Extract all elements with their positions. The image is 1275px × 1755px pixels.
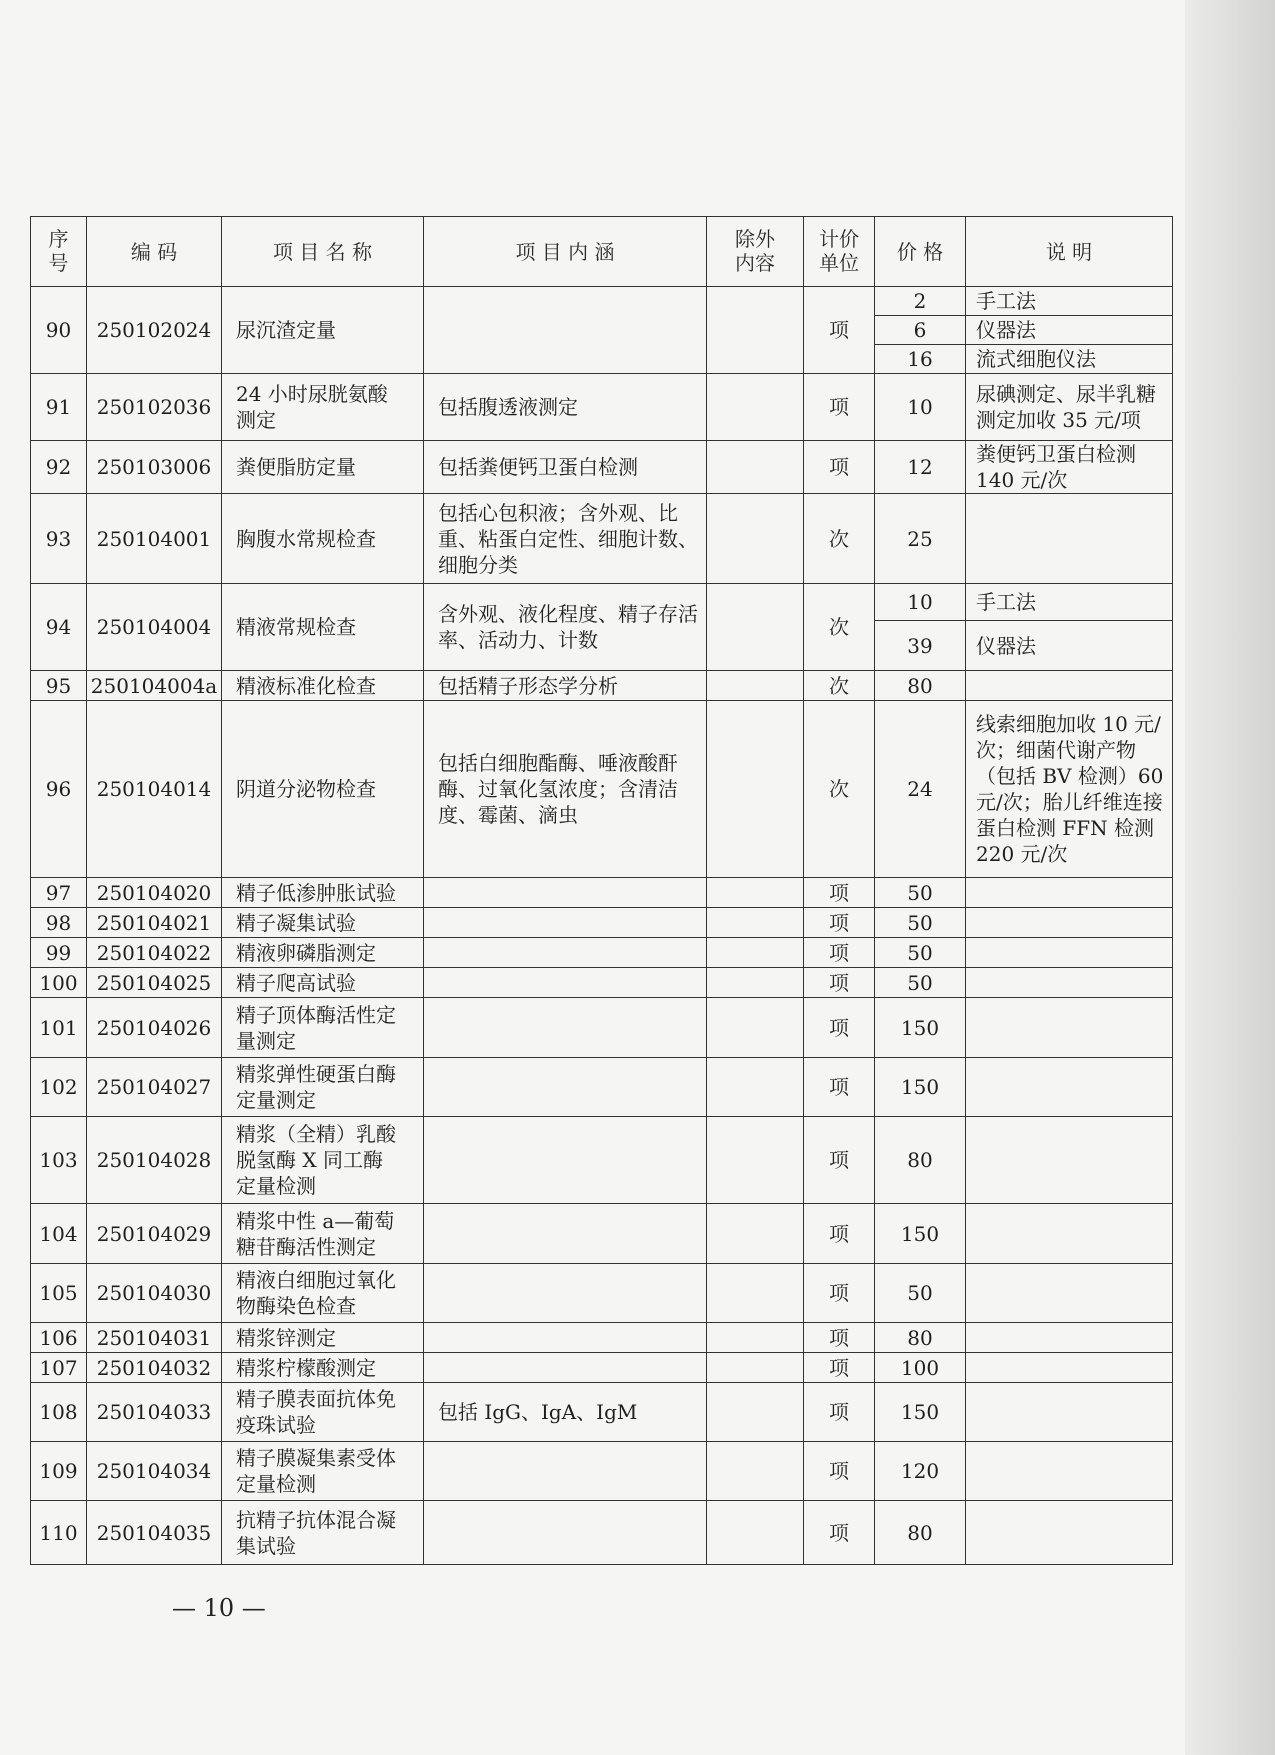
note-cell: 尿碘测定、尿半乳糖测定加收 35 元/项 [966,374,1173,441]
item-name-cell: 精浆中性 a—葡萄糖苷酶活性测定 [222,1204,424,1264]
price-cell: 100 [875,1353,966,1383]
exclusion-cell [707,1353,804,1383]
exclusion-cell [707,998,804,1058]
code-cell: 250104030 [87,1264,222,1323]
table-row [31,1501,1173,1565]
price-cell: 12 [875,441,966,494]
exclusion-cell [707,701,804,878]
seq-cell: 98 [31,908,87,938]
header-row [31,217,1173,287]
unit-cell: 次 [804,671,875,701]
code-cell: 250104004 [87,584,222,671]
exclusion-cell [707,441,804,494]
content-cell [424,998,707,1058]
item-name-cell: 精液标准化检查 [222,671,424,701]
note-cell [966,671,1173,701]
unit-cell: 项 [804,968,875,998]
price-cell: 80 [875,671,966,701]
code-cell: 250104021 [87,908,222,938]
content-cell [424,878,707,908]
note-cell [966,1117,1173,1204]
code-cell: 250104034 [87,1442,222,1501]
price-cell: 16 [875,345,966,374]
note-cell: 线索细胞加收 10 元/次；细菌代谢产物（包括 BV 检测）60 元/次；胎儿纤维连接蛋白检测 FFN 检测 220 元/次 [966,701,1173,878]
header-seq [31,217,87,287]
item-name-cell: 抗精子抗体混合凝集试验 [222,1501,424,1565]
item-name-cell: 精子膜凝集素受体定量检测 [222,1442,424,1501]
seq-cell: 109 [31,1442,87,1501]
exclusion-cell [707,968,804,998]
content-cell: 含外观、液化程度、精子存活率、活动力、计数 [424,584,707,671]
table-row [31,938,1173,968]
price-cell: 10 [875,374,966,441]
header-exclusion-label: 除外内容 [735,227,775,275]
table-row [31,701,1173,878]
header-item-name: 项 目 名 称 [222,217,424,287]
unit-cell: 项 [804,441,875,494]
exclusion-cell [707,1442,804,1501]
item-name-cell: 精浆弹性硬蛋白酶定量测定 [222,1058,424,1117]
table-row [31,1442,1173,1501]
unit-cell: 项 [804,1383,875,1442]
seq-cell: 90 [31,287,87,374]
content-cell: 包括 IgG、IgA、IgM [424,1383,707,1442]
header-unit-label: 计价单位 [819,227,859,275]
table-row [31,1323,1173,1353]
note-cell [966,1058,1173,1117]
item-name-cell: 精子凝集试验 [222,908,424,938]
code-cell: 250102024 [87,287,222,374]
item-name-cell: 精浆（全精）乳酸脱氢酶 X 同工酶定量检测 [222,1117,424,1204]
note-cell [966,1204,1173,1264]
unit-cell: 项 [804,1442,875,1501]
note-cell [966,878,1173,908]
exclusion-cell [707,1264,804,1323]
table-row [31,441,1173,494]
content-cell: 包括精子形态学分析 [424,671,707,701]
seq-cell: 103 [31,1117,87,1204]
content-cell [424,1058,707,1117]
note-cell: 手工法 [966,287,1173,316]
exclusion-cell [707,1058,804,1117]
note-cell [966,998,1173,1058]
seq-cell: 108 [31,1383,87,1442]
item-name-cell: 精子低渗肿胀试验 [222,878,424,908]
unit-cell: 次 [804,584,875,671]
seq-cell: 95 [31,671,87,701]
seq-cell: 100 [31,968,87,998]
exclusion-cell [707,287,804,374]
price-cell: 80 [875,1501,966,1565]
note-cell: 流式细胞仪法 [966,345,1173,374]
price-cell: 120 [875,1442,966,1501]
unit-cell: 项 [804,938,875,968]
note-cell [966,494,1173,584]
content-cell [424,1501,707,1565]
content-cell [424,1353,707,1383]
code-cell: 250104020 [87,878,222,908]
note-cell [966,1323,1173,1353]
item-name-cell: 精浆锌测定 [222,1323,424,1353]
price-cell: 50 [875,1264,966,1323]
note-cell [966,1383,1173,1442]
item-name-cell: 胸腹水常规检查 [222,494,424,584]
item-name-cell: 精液常规检查 [222,584,424,671]
unit-cell: 次 [804,494,875,584]
table-row [31,1058,1173,1117]
note-cell: 粪便钙卫蛋白检测 140 元/次 [966,441,1173,494]
item-name-cell: 精浆柠檬酸测定 [222,1353,424,1383]
content-cell [424,1264,707,1323]
price-cell: 50 [875,878,966,908]
note-cell [966,968,1173,998]
table-row [31,968,1173,998]
seq-cell: 99 [31,938,87,968]
seq-cell: 97 [31,878,87,908]
price-cell: 150 [875,1383,966,1442]
price-cell: 50 [875,908,966,938]
header-content: 项 目 内 涵 [424,217,707,287]
table-row [31,374,1173,441]
header-note: 说 明 [966,217,1173,287]
price-cell: 10 [875,584,966,621]
content-cell [424,1204,707,1264]
unit-cell: 项 [804,1501,875,1565]
price-cell: 50 [875,968,966,998]
unit-cell: 项 [804,1204,875,1264]
exclusion-cell [707,1383,804,1442]
seq-cell: 91 [31,374,87,441]
exclusion-cell [707,374,804,441]
price-cell: 39 [875,621,966,671]
seq-cell: 102 [31,1058,87,1117]
exclusion-cell [707,1501,804,1565]
header-seq-label: 序号 [48,227,69,275]
unit-cell: 项 [804,287,875,374]
price-cell: 80 [875,1323,966,1353]
unit-cell: 项 [804,374,875,441]
note-cell: 仪器法 [966,316,1173,345]
item-name-cell: 粪便脂肪定量 [222,441,424,494]
price-cell: 6 [875,316,966,345]
exclusion-cell [707,938,804,968]
table-row [31,671,1173,701]
scan-page-edge [1185,0,1275,1755]
code-cell: 250104022 [87,938,222,968]
code-cell: 250104031 [87,1323,222,1353]
exclusion-cell [707,494,804,584]
seq-cell: 105 [31,1264,87,1323]
table-row [31,584,1173,621]
content-cell: 包括粪便钙卫蛋白检测 [424,441,707,494]
price-cell: 24 [875,701,966,878]
content-cell: 包括心包积液；含外观、比重、粘蛋白定性、细胞计数、细胞分类 [424,494,707,584]
note-cell: 仪器法 [966,621,1173,671]
table-row [31,1353,1173,1383]
note-cell [966,908,1173,938]
code-cell: 250104029 [87,1204,222,1264]
exclusion-cell [707,1204,804,1264]
price-cell: 150 [875,998,966,1058]
header-unit [804,217,875,287]
content-cell [424,908,707,938]
price-cell: 50 [875,938,966,968]
code-cell: 250104014 [87,701,222,878]
unit-cell: 项 [804,908,875,938]
content-cell [424,287,707,374]
seq-cell: 107 [31,1353,87,1383]
note-cell: 手工法 [966,584,1173,621]
page-number: — 10 — [172,1594,266,1622]
content-cell: 包括白细胞酯酶、唾液酸酐酶、过氧化氢浓度；含清洁度、霉菌、滴虫 [424,701,707,878]
header-code: 编 码 [87,217,222,287]
seq-cell: 92 [31,441,87,494]
note-cell [966,1353,1173,1383]
code-cell: 250102036 [87,374,222,441]
item-name-cell: 精子爬高试验 [222,968,424,998]
note-cell [966,938,1173,968]
price-table [30,216,1173,1565]
exclusion-cell [707,671,804,701]
code-cell: 250104032 [87,1353,222,1383]
note-cell [966,1442,1173,1501]
code-cell: 250104004a [87,671,222,701]
content-cell: 包括腹透液测定 [424,374,707,441]
item-name-cell: 精子顶体酶活性定量测定 [222,998,424,1058]
table-row [31,1383,1173,1442]
seq-cell: 110 [31,1501,87,1565]
table-row [31,1204,1173,1264]
seq-cell: 93 [31,494,87,584]
content-cell [424,1323,707,1353]
seq-cell: 101 [31,998,87,1058]
table-row [31,287,1173,316]
content-cell [424,968,707,998]
table-row [31,998,1173,1058]
price-cell: 150 [875,1058,966,1117]
table-row [31,1117,1173,1204]
code-cell: 250104027 [87,1058,222,1117]
table-row [31,908,1173,938]
item-name-cell: 精液卵磷脂测定 [222,938,424,968]
code-cell: 250103006 [87,441,222,494]
code-cell: 250104035 [87,1501,222,1565]
price-cell: 2 [875,287,966,316]
note-cell [966,1501,1173,1565]
exclusion-cell [707,878,804,908]
unit-cell: 项 [804,1353,875,1383]
exclusion-cell [707,584,804,671]
exclusion-cell [707,1323,804,1353]
code-cell: 250104026 [87,998,222,1058]
unit-cell: 项 [804,1323,875,1353]
price-cell: 25 [875,494,966,584]
item-name-cell: 24 小时尿胱氨酸测定 [222,374,424,441]
header-price: 价 格 [875,217,966,287]
code-cell: 250104028 [87,1117,222,1204]
code-cell: 250104025 [87,968,222,998]
content-cell [424,938,707,968]
seq-cell: 106 [31,1323,87,1353]
code-cell: 250104001 [87,494,222,584]
unit-cell: 项 [804,1117,875,1204]
note-cell [966,1264,1173,1323]
table-row [31,494,1173,584]
content-cell [424,1117,707,1204]
price-cell: 150 [875,1204,966,1264]
exclusion-cell [707,1117,804,1204]
unit-cell: 项 [804,998,875,1058]
content-cell [424,1442,707,1501]
price-cell: 80 [875,1117,966,1204]
table-row [31,1264,1173,1323]
seq-cell: 96 [31,701,87,878]
item-name-cell: 阴道分泌物检查 [222,701,424,878]
table-body [31,287,1173,1565]
item-name-cell: 尿沉渣定量 [222,287,424,374]
item-name-cell: 精子膜表面抗体免疫珠试验 [222,1383,424,1442]
table-row [31,878,1173,908]
unit-cell: 项 [804,1058,875,1117]
code-cell: 250104033 [87,1383,222,1442]
unit-cell: 次 [804,701,875,878]
unit-cell: 项 [804,1264,875,1323]
exclusion-cell [707,908,804,938]
seq-cell: 104 [31,1204,87,1264]
seq-cell: 94 [31,584,87,671]
item-name-cell: 精液白细胞过氧化物酶染色检查 [222,1264,424,1323]
unit-cell: 项 [804,878,875,908]
header-exclusion [707,217,804,287]
